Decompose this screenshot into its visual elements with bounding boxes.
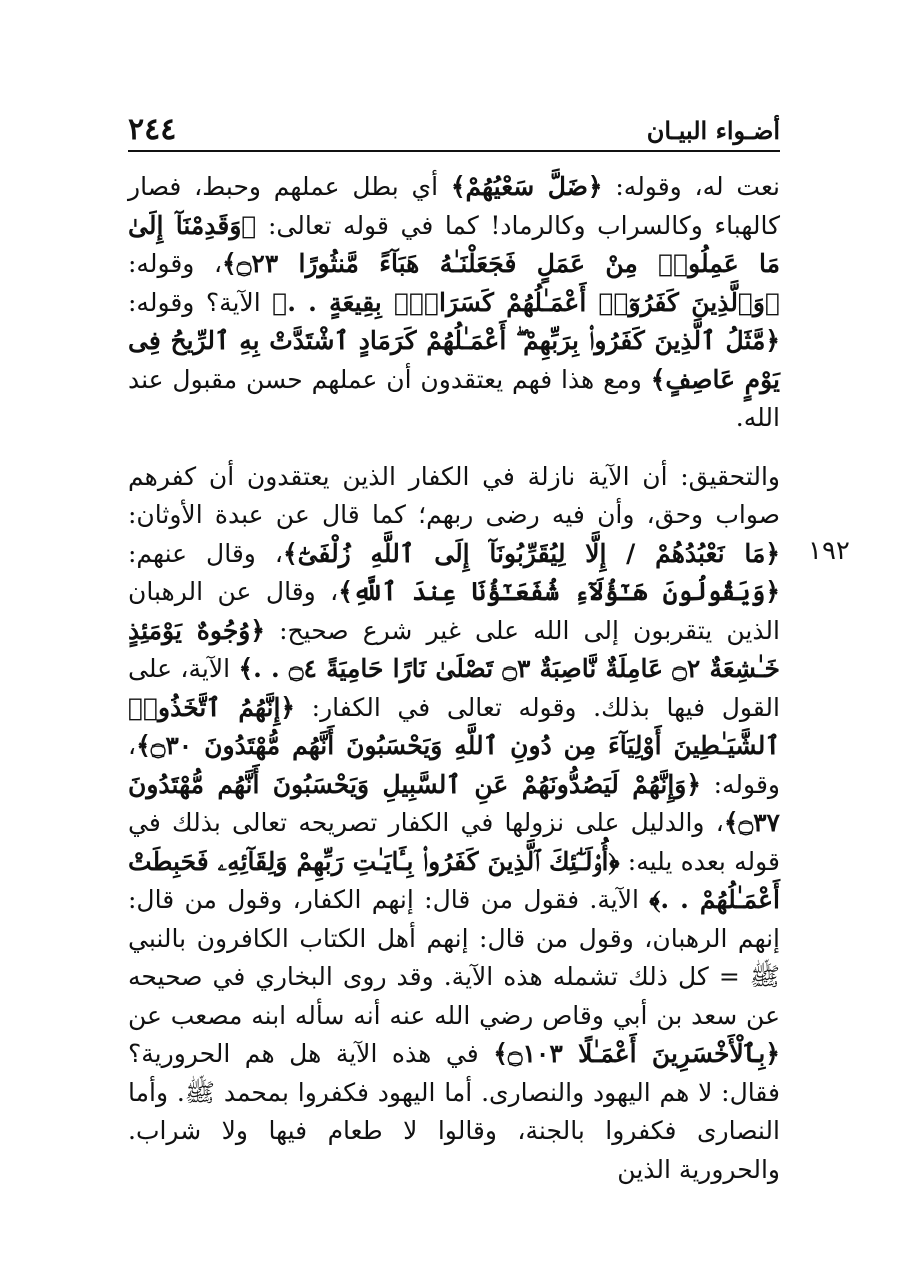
- text-segment: ، وقال عن الرهبان الذين يتقربون إلى الله على غير شرع صحيح:: [128, 577, 780, 645]
- text-segment: في هذه الآية هل هم الحرورية؟ فقال: لا هم اليهود والنصارى. أما اليهود فكفروا بمحمد ﷺ. وأما النصارى فكفروا بالجنة، وقالوا لا طعام فيها ولا شراب. والحرورية الذين: [128, 1039, 780, 1184]
- quran-verse: ﴿وَإِنَّهُمْ لَيَصُدُّونَهُمْ عَنِ ٱلسَّبِيلِ وَيَحْسَبُونَ أَنَّهُم مُّهْتَدُونَ ۝٣٧﴾: [128, 769, 780, 837]
- quran-verse: ﴿وَقَدِمْنَآ إِلَىٰ مَا عَمِلُوا۟ مِنْ عَمَلٍ فَجَعَلْنَـٰهُ هَبَآءً مَّنثُورًا ۝٢٣﴾: [128, 210, 780, 278]
- body-text: [128, 168, 780, 1189]
- text-segment: ، والدليل على نزولها في الكفار تصريحه تعالى بذلك في قوله بعده يليه:: [128, 808, 780, 876]
- quran-verse: ﴿بِٱلْأَخْسَرِينَ أَعْمَـٰلًا ۝١٠٣﴾: [493, 1039, 780, 1068]
- quran-verse: ﴿وَٱلَّذِينَ كَفَرُوٓا۟ أَعْمَـٰلُهُمْ كَسَرَابٍۭ بِقِيعَةٍ . .﴾: [272, 287, 781, 317]
- quran-verse: ﴿وُجُوهٌ يَوْمَئِذٍ خَـٰشِعَةٌ ۝٢ عَامِلَةٌ نَّاصِبَةٌ ۝٣ تَصْلَىٰ نَارًا حَامِيَةً ۝٤ . .﴾: [128, 615, 780, 683]
- quran-verse: ﴿أُو۟لَـٰٓئِكَ ٱلَّذِينَ كَفَرُوا۟ بِـَٔايَـٰتِ رَبِّهِمْ وَلِقَآئِهِۦ فَحَبِطَتْ أَعْمَـٰلُهُمْ . .﴾: [128, 846, 781, 914]
- page-number: ٢٤٤: [128, 112, 177, 147]
- text-segment: الآية؟ وقوله:: [128, 287, 273, 317]
- text-segment: ، وقال عنهم:: [128, 538, 283, 568]
- quran-verse: ﴿مَا نَعْبُدُهُمْ / إِلَّا لِيُقَرِّبُونَآ إِلَى ٱللَّهِ زُلْفَىٰٓ﴾: [282, 538, 780, 568]
- text-segment: ومع هذا فهم يعتقدون أن عملهم حسن مقبول عند الله.: [128, 364, 780, 432]
- quran-verse: ﴿مَّثَلُ ٱلَّذِينَ كَفَرُوا۟ بِرَبِّهِمْ ۖ أَعْمَـٰلُهُمْ كَرَمَادٍ ٱشْتَدَّتْ بِهِ ٱلرِّيحُ فِى يَوْمٍ عَاصِفٍ﴾: [128, 326, 780, 394]
- quran-verse: ﴿وَيَقُولُونَ هَـٰٓؤُلَآءِ شُفَعَـٰٓؤُنَا عِندَ ٱللَّهِ﴾: [338, 577, 780, 606]
- margin-reference-number: ١٩٢: [808, 536, 850, 566]
- text-segment: الآية. فقول من قال: إنهم الكفار، وقول من قال: إنهم الرهبان، وقول من قال: إنهم أهل الكتاب الكافرون بالنبي ﷺ = كل ذلك تشمله هذه الآية. وقد روى البخاري في صحيحه عن سعد بن أبي وقاص رضي الله عنه أنه سأله ابنه مصعب عن: [128, 885, 780, 1030]
- text-segment: والتحقيق: أن الآية نازلة في الكفار الذين يعتقدون أن كفرهم صواب وحق، وأن فيه رضى ربهم؛ كما قال عن عبدة الأوثان:: [128, 461, 780, 529]
- quran-verse: ﴿ضَلَّ سَعْيُهُمْ﴾: [450, 172, 603, 201]
- paragraph: [128, 458, 780, 1190]
- quran-verse: ﴿إِنَّهُمُ ٱتَّخَذُوا۟ ٱلشَّيَـٰطِينَ أَوْلِيَآءَ مِن دُونِ ٱللَّهِ وَيَحْسَبُونَ أَنَّهُم مُّهْتَدُونَ ۝٣٠﴾: [128, 692, 780, 760]
- text-segment: أي بطل عملهم وحبط، فصار كالهباء وكالسراب وكالرماد! كما في قوله تعالى:: [128, 172, 780, 240]
- page-header: [128, 110, 780, 152]
- text-segment: ، وقوله:: [128, 731, 780, 799]
- text-segment: الآية، على القول فيها بذلك. وقوله تعالى في الكفار:: [128, 654, 780, 722]
- book-title: أضـواء البيـان: [646, 116, 780, 145]
- paragraph: [128, 168, 780, 438]
- text-segment: ، وقوله:: [128, 249, 223, 278]
- text-segment: نعت له، وقوله:: [602, 172, 780, 201]
